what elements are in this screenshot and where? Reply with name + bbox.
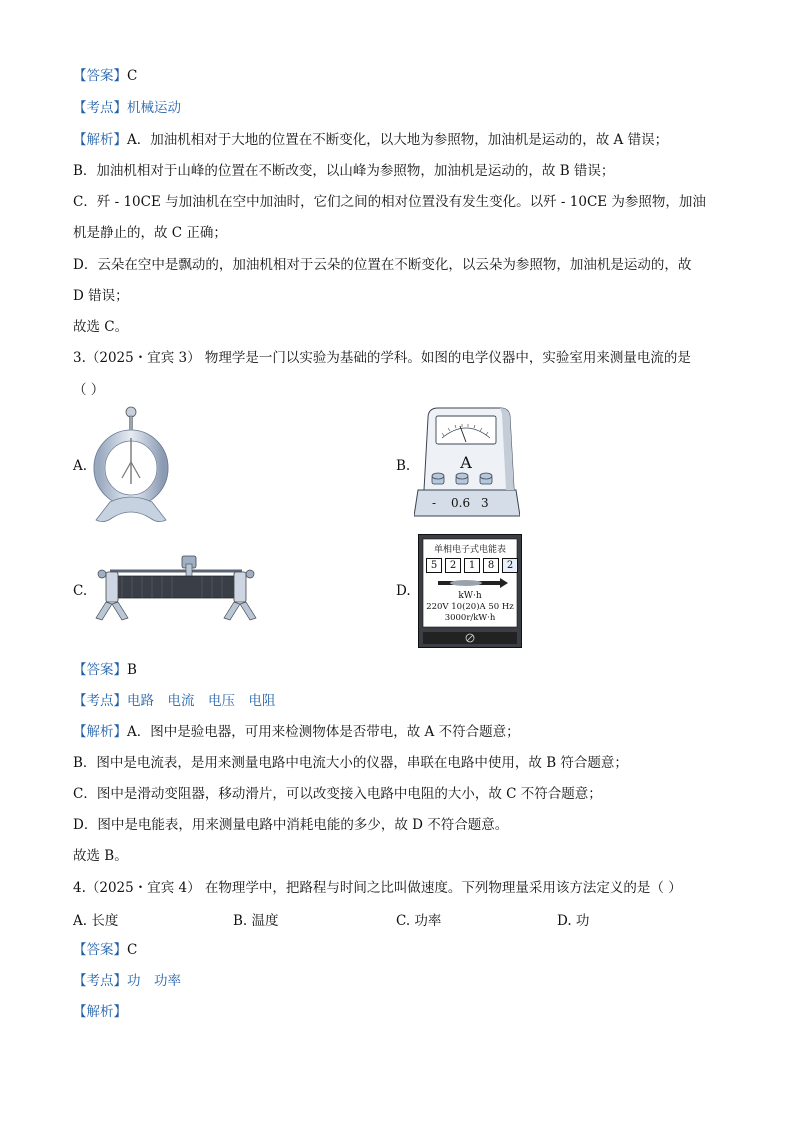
q2-analysis-line-6: D 错误； (73, 288, 129, 304)
analysis-tag: 【解析】 (73, 1004, 127, 1020)
topic-tag: 【考点】 (73, 693, 127, 709)
analysis-text: A．加油机相对于大地的位置在不断变化，以大地为参照物，加油机是运动的，故 A 错误； (127, 132, 669, 148)
rheostat-image (92, 552, 260, 624)
option-c-label: C. (73, 583, 88, 599)
ammeter-letter: A (460, 453, 472, 472)
q2-topic-line (73, 98, 181, 118)
meter-spec-2: 3000r/kW·h (444, 613, 496, 623)
q2-answer-line (73, 66, 137, 86)
q4-answer-line (73, 940, 137, 960)
analysis-text: A．图中是验电器，可用来检测物体是否带电，故 A 不符合题意； (127, 724, 520, 740)
option-b-label: B. (396, 458, 411, 474)
meter-digit: 8 (483, 558, 499, 573)
q3-stem-paren: （ ） (73, 382, 105, 398)
q3-analysis-line-1 (73, 722, 520, 742)
q4-stem: 4.（2025・宜宾 4） 在物理学中，把路程与时间之比叫做速度。下列物理量采用该方法定义的是（ ） (73, 880, 682, 896)
ammeter-terminal-0.6: 0.6 (451, 496, 471, 510)
answer-value: C (127, 942, 138, 958)
q3-analysis-line-4: D．图中是电能表，用来测量电路中消耗电能的多少，故 D 不符合题意。 (73, 817, 509, 833)
q2-analysis-line-3: C．歼 - 10CE 与加油机在空中加油时，它们之间的相对位置没有发生变化。以歼 - 10CE 为参照物，加油 (73, 194, 706, 210)
answer-value: B (127, 662, 137, 678)
ammeter-terminal-3: 3 (481, 496, 489, 510)
answer-tag: 【答案】 (73, 662, 127, 678)
meter-digit: 2 (502, 558, 518, 573)
meter-title: 单相电子式电能表 (433, 545, 506, 555)
q4-topic-line (73, 971, 181, 991)
option-a-label: A. (73, 458, 88, 474)
analysis-tag: 【解析】 (73, 132, 127, 148)
meter-unit: kW·h (458, 591, 482, 601)
meter-digits (426, 558, 518, 573)
q4-choice-b: B. 温度 (233, 913, 279, 929)
q3-analysis-line-5: 故选 B。 (73, 848, 128, 864)
meter-digit: 2 (445, 558, 461, 573)
q3-analysis-line-2: B．图中是电流表，是用来测量电路中电流大小的仪器，串联在电路中使用，故 B 符合题意； (73, 755, 628, 771)
answer-tag: 【答案】 (73, 942, 127, 958)
q3-topic-line (73, 691, 276, 711)
q2-analysis-line-4: 机是静止的，故 C 正确； (73, 225, 227, 241)
q4-choice-a: A. 长度 (73, 913, 119, 929)
answer-tag: 【答案】 (73, 68, 127, 84)
topic-tag: 【考点】 (73, 100, 127, 116)
q3-analysis-line-3: C．图中是滑动变阻器，移动滑片，可以改变接入电路中电阻的大小，故 C 不符合题意； (73, 786, 602, 802)
meter-spec-1: 220V 10(20)A 50 Hz (426, 602, 514, 612)
q3-answer-line (73, 660, 137, 680)
electroscope-image (88, 406, 172, 526)
q4-choice-d: D. 功 (557, 913, 590, 929)
q2-analysis-line-2: B．加油机相对于山峰的位置在不断改变，以山峰为参照物，加油机是运动的，故 B 错误； (73, 163, 615, 179)
meter-digit: 1 (464, 558, 480, 573)
topic-tag: 【考点】 (73, 973, 127, 989)
q2-analysis-line-5: D．云朵在空中是飘动的，加油机相对于云朵的位置在不断变化，以云朵为参照物，加油机是运动的，故 (73, 257, 692, 273)
meter-digit: 5 (426, 558, 442, 573)
energy-meter-image (418, 534, 522, 648)
topic-value: 机械运动 (127, 100, 181, 116)
ammeter-image (414, 404, 520, 522)
answer-value: C (127, 68, 138, 84)
analysis-tag: 【解析】 (73, 724, 127, 740)
q4-choice-c: C. 功率 (396, 913, 442, 929)
q2-analysis-line-1 (73, 130, 668, 150)
topic-value: 功 功率 (127, 973, 181, 989)
topic-value: 电路 电流 电压 电阻 (127, 693, 276, 709)
q2-analysis-line-7: 故选 C。 (73, 319, 129, 335)
option-d-label: D. (396, 583, 411, 599)
q3-stem: 3.（2025・宜宾 3） 物理学是一门以实验为基础的学科。如图的电学仪器中，实验室用来测量电流的是 (73, 350, 691, 366)
ammeter-terminal-minus: - (432, 496, 437, 510)
q4-analysis-line (73, 1002, 127, 1022)
